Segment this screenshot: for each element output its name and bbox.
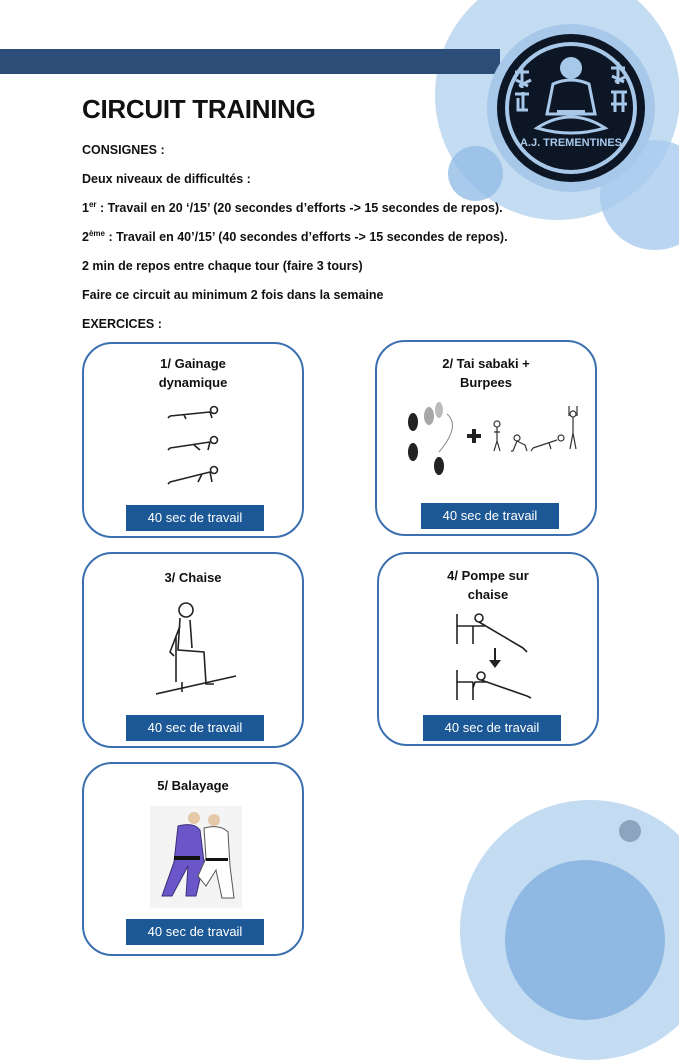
exercise-card-gainage [82, 342, 304, 538]
level-1-text [82, 200, 503, 215]
header-bar [0, 49, 500, 74]
consignes-heading: CONSIGNES : [82, 143, 165, 157]
exercise-title-line2: Burpees [459, 375, 513, 390]
exercise-title-line1: 4/ Pompe sur [447, 568, 529, 583]
chair-pushup-illustration [451, 608, 561, 704]
level-1-number: 1 [82, 201, 89, 216]
judo-sweep-illustration [150, 806, 242, 908]
club-logo [485, 22, 657, 194]
work-duration-badge: 40 sec de travail [421, 503, 559, 529]
exercise-title [84, 568, 302, 587]
level-2-description: : Travail en 40’/15’ (40 secondes d’efforts -> 15 secondes de repos). [104, 230, 508, 245]
exercises-heading: EXERCICES : [82, 317, 162, 331]
exercise-title-line1: 2/ Tai sabaki + [442, 356, 530, 371]
page-title: CIRCUIT TRAINING [82, 94, 316, 124]
levels-text: Deux niveaux de difficultés : [82, 172, 251, 186]
exercise-card-pompe [377, 552, 599, 746]
level-2-text [82, 229, 508, 244]
logo-text: A.J. TREMENTINES [519, 137, 623, 149]
exercise-title-line2: chaise [467, 587, 509, 602]
level-1-description: : Travail en 20 ‘/15’ (20 secondes d’efforts -> 15 secondes de repos). [96, 201, 503, 216]
exercise-title [379, 566, 597, 604]
exercise-title-line2: dynamique [158, 375, 228, 390]
work-duration-badge: 40 sec de travail [126, 715, 264, 741]
level-2-number: 2 [82, 230, 89, 245]
exercise-title-line1: 3/ Chaise [164, 570, 222, 585]
level-1-suffix: er [88, 200, 97, 209]
rest-text: 2 min de repos entre chaque tour (faire 3 tours) [82, 259, 363, 273]
frequency-text: Faire ce circuit au minimum 2 fois dans la semaine [82, 288, 384, 302]
level-2-suffix: ème [88, 229, 105, 238]
exercise-card-tai-sabaki [375, 340, 597, 536]
exercise-title-line1: 1/ Gainage [160, 356, 226, 371]
exercise-title [377, 354, 595, 392]
exercise-card-chaise [82, 552, 304, 748]
decorative-dot [619, 820, 641, 842]
plank-illustration [164, 402, 224, 492]
work-duration-badge: 40 sec de travail [126, 919, 264, 945]
work-duration-badge: 40 sec de travail [126, 505, 264, 531]
exercise-title-line1: 5/ Balayage [157, 778, 229, 793]
exercise-title [84, 776, 302, 795]
exercise-title [84, 354, 302, 392]
tai-sabaki-burpees-illustration [399, 396, 589, 486]
wall-sit-illustration [156, 600, 246, 700]
decorative-blob-bottom-mid [505, 860, 665, 1020]
exercise-card-balayage [82, 762, 304, 956]
work-duration-badge: 40 sec de travail [423, 715, 561, 741]
